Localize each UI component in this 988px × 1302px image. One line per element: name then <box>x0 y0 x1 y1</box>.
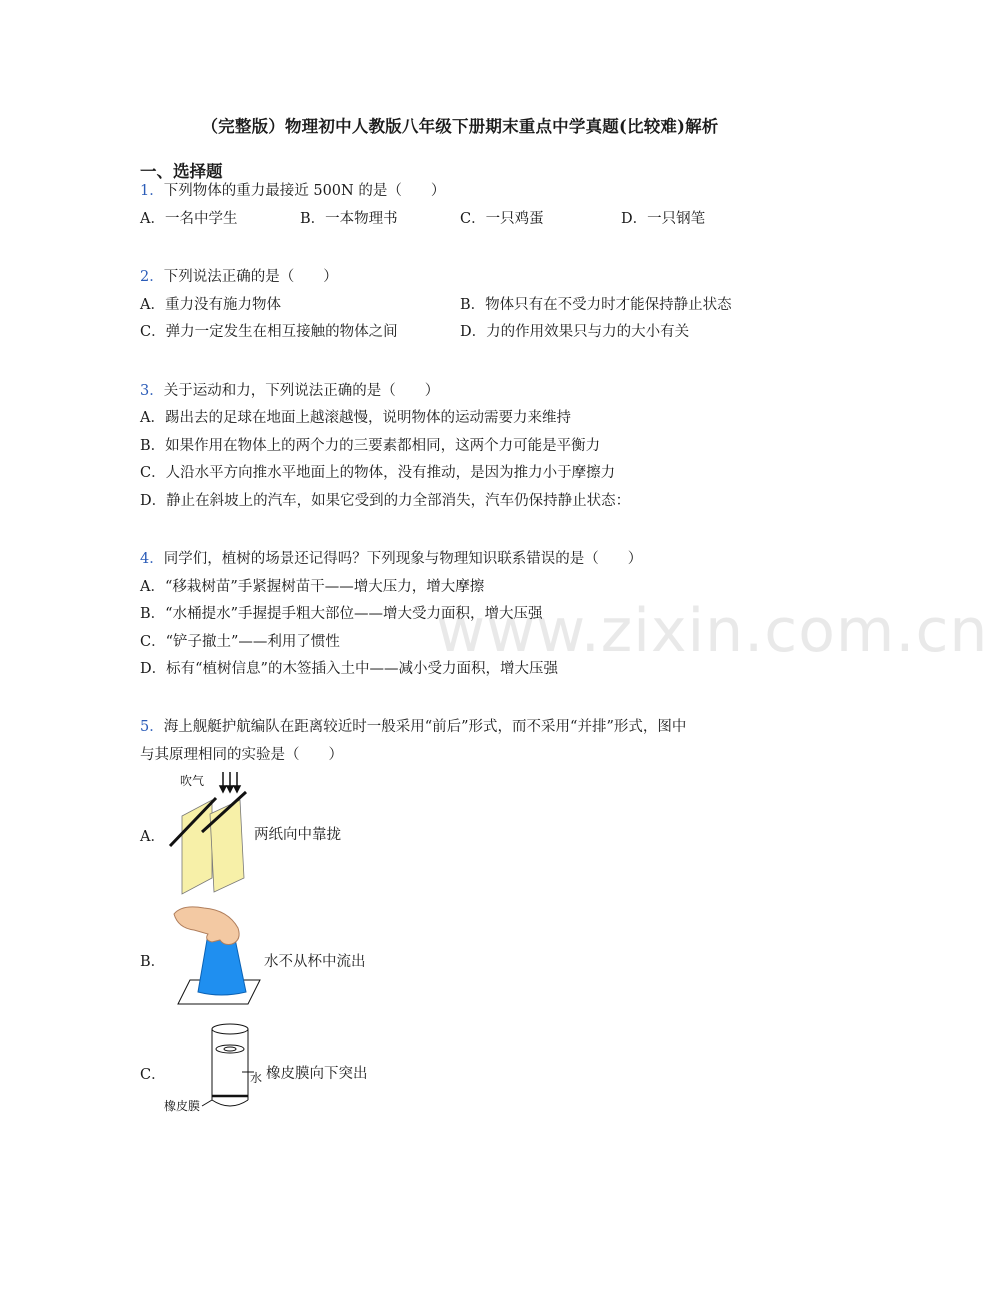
two-paper-sheets-figure <box>160 770 250 896</box>
page-title: （完整版）物理初中人教版八年级下册期末重点中学真题(比较难)解析 <box>201 117 719 136</box>
q4-option-b: B．“水桶提水”手握提手粗大部位——增大受力面积，增大压强 <box>140 606 543 622</box>
question-5-stem-cont: 与其原理相同的实验是（ ） <box>140 747 343 763</box>
question-2-stem <box>140 267 338 287</box>
q5-option-a-caption: 两纸向中靠拢 <box>254 827 341 843</box>
question-1-stem <box>140 181 445 201</box>
q4-option-d: D．标有“植树信息”的木签插入土中——减小受力面积，增大压强 <box>140 661 558 677</box>
question-number: 2． <box>140 269 164 285</box>
arrow-down-icon <box>220 772 240 792</box>
question-text: 同学们，植树的场景还记得吗？下列现象与物理知识联系错误的是（ ） <box>163 551 643 567</box>
q2-option-c: C．弹力一定发生在相互接触的物体之间 <box>140 324 398 340</box>
paper-sheet-right <box>210 800 244 892</box>
membrane-bulge <box>212 1100 248 1106</box>
question-5-stem <box>140 717 686 737</box>
hand-icon <box>174 907 239 945</box>
question-number: 5． <box>140 719 164 735</box>
q3-option-d: D．静止在斜坡上的汽车，如果它受到的力全部消失，汽车仍保持静止状态： <box>140 493 631 509</box>
section-heading: 一、选择题 <box>140 162 223 181</box>
question-text: 下列说法正确的是（ ） <box>163 269 338 285</box>
tube-top <box>212 1024 248 1034</box>
q3-option-b: B．如果作用在物体上的两个力的三要素都相同，这两个力可能是平衡力 <box>140 438 601 454</box>
q4-option-a: A．“移栽树苗”手紧握树苗干——增大压力，增大摩擦 <box>140 579 485 595</box>
membrane-pointer <box>202 1100 212 1106</box>
q1-option-a: A．一名中学生 <box>140 211 238 227</box>
blow-label: 吹气 <box>180 774 205 788</box>
q5-option-a-letter: A． <box>140 829 165 845</box>
water-label: 水 <box>250 1071 263 1085</box>
question-text: 海上舰艇护航编队在距离较近时一般采用“前后”形式，而不采用“并排”形式，图中 <box>163 719 687 735</box>
q5-option-c-letter: C． <box>140 1067 166 1083</box>
q3-option-c: C．人沿水平方向推水平地面上的物体，没有推动，是因为推力小于摩擦力 <box>140 465 616 481</box>
tube-membrane-figure <box>162 1020 266 1116</box>
question-text: 下列物体的重力最接近 500N 的是（ ） <box>163 183 446 199</box>
watermark: www.zixin.com.cn <box>436 596 988 666</box>
q1-option-d: D．一只钢笔 <box>621 211 706 227</box>
q1-option-c: C．一只鸡蛋 <box>460 211 544 227</box>
membrane-label: 橡皮膜 <box>164 1099 201 1113</box>
q2-option-d: D．力的作用效果只与力的大小有关 <box>460 324 690 340</box>
paper-sheet-left <box>182 800 212 894</box>
question-text: 关于运动和力，下列说法正确的是（ ） <box>163 383 440 399</box>
question-number: 1． <box>140 183 164 199</box>
q2-option-a: A．重力没有施力物体 <box>140 297 281 313</box>
question-number: 4． <box>140 551 164 567</box>
q2-option-b: B．物体只有在不受力时才能保持静止状态 <box>460 297 732 313</box>
water-surface <box>216 1045 244 1053</box>
question-number: 3． <box>140 383 164 399</box>
question-3-stem <box>140 381 439 401</box>
q3-option-a: A．踢出去的足球在地面上越滚越慢，说明物体的运动需要力来维持 <box>140 410 571 426</box>
water-cup <box>198 934 246 995</box>
q5-option-c-caption: 橡皮膜向下突出 <box>266 1066 368 1082</box>
q1-option-b: B．一本物理书 <box>300 211 398 227</box>
cup-water-figure <box>168 900 262 1010</box>
q5-option-b-letter: B． <box>140 954 166 970</box>
q4-option-c: C．“铲子撤土”——利用了惯性 <box>140 634 340 650</box>
q5-option-b-caption: 水不从杯中流出 <box>264 954 366 970</box>
question-4-stem <box>140 549 642 569</box>
